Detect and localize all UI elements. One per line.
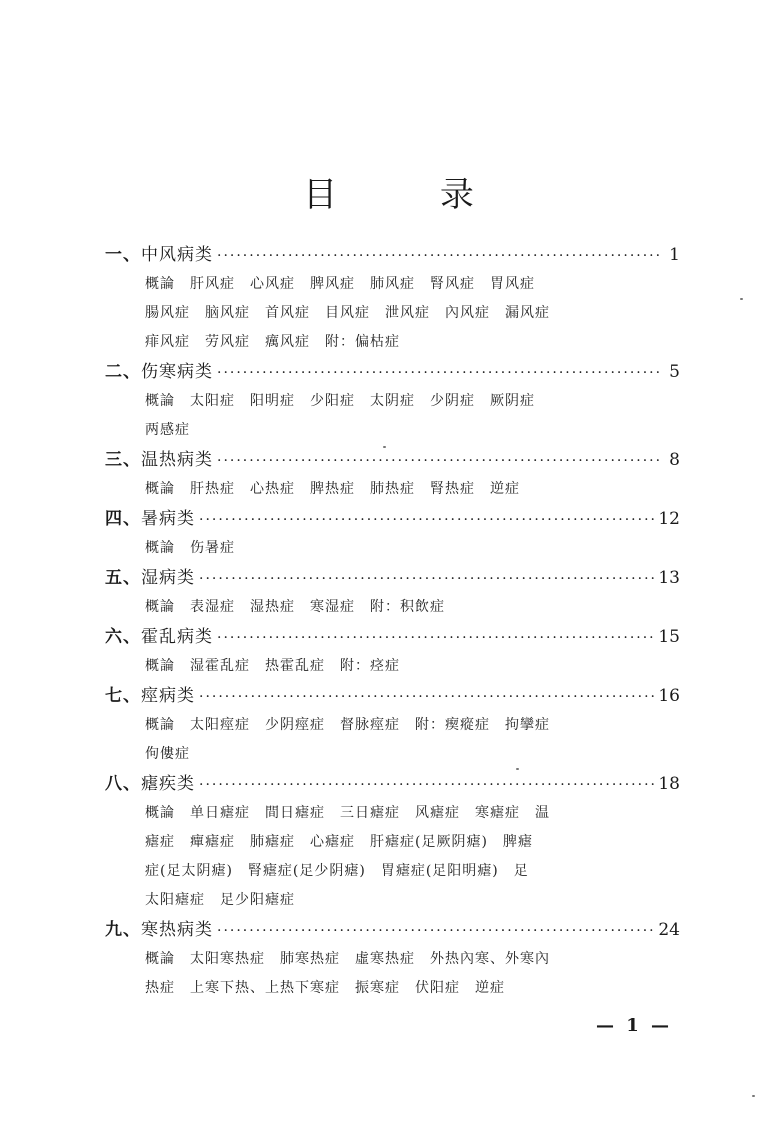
chapter-number: 七、 bbox=[105, 686, 141, 706]
chapter-page-number: 5 bbox=[669, 362, 680, 382]
subtopic-line: 概論 伤暑症 bbox=[145, 540, 235, 556]
subtopic-line: 腸风症 脑风症 首风症 目风症 泄风症 內风症 漏风症 bbox=[145, 305, 550, 321]
subtopic-line: 热症 上寒下热、上热下寒症 振寒症 伏阳症 逆症 bbox=[145, 980, 505, 996]
subtopic-line: 概論 湿霍乱症 热霍乱症 附：痉症 bbox=[145, 658, 400, 674]
toc-chapter-9 bbox=[105, 915, 680, 1003]
table-of-contents bbox=[105, 240, 680, 1003]
page-folio: — 1 — bbox=[596, 1015, 673, 1036]
chapter-title: 霍乱病类 bbox=[141, 627, 213, 647]
scan-speck bbox=[516, 768, 519, 770]
dot-leader bbox=[199, 770, 654, 800]
chapter-page-number: 15 bbox=[658, 627, 680, 647]
dot-leader bbox=[217, 241, 662, 271]
chapter-title: 湿病类 bbox=[141, 568, 195, 588]
chapter-page-number: 18 bbox=[658, 774, 680, 794]
chapter-title: 痙病类 bbox=[141, 686, 195, 706]
chapter-number: 一、 bbox=[105, 245, 141, 265]
toc-chapter-6 bbox=[105, 622, 680, 681]
toc-entry bbox=[105, 357, 680, 387]
dot-leader bbox=[217, 623, 654, 653]
subtopic-list bbox=[105, 711, 680, 769]
subtopic-line: 瘧症 癉瘧症 肺瘧症 心瘧症 肝瘧症(足厥阴瘧) 脾瘧 bbox=[145, 834, 533, 850]
subtopic-list bbox=[105, 593, 680, 622]
chapter-title: 中风病类 bbox=[141, 245, 213, 265]
toc-entry bbox=[105, 622, 680, 652]
toc-entry bbox=[105, 504, 680, 534]
subtopic-line: 佝僂症 bbox=[145, 746, 190, 762]
subtopic-list bbox=[105, 270, 680, 357]
chapter-number: 三、 bbox=[105, 450, 141, 470]
toc-chapter-5 bbox=[105, 563, 680, 622]
chapter-page-number: 12 bbox=[658, 509, 680, 529]
dot-leader bbox=[199, 505, 654, 535]
chapter-number: 八、 bbox=[105, 774, 141, 794]
chapter-page-number: 8 bbox=[669, 450, 680, 470]
toc-entry bbox=[105, 445, 680, 475]
scan-speck bbox=[740, 298, 743, 300]
toc-entry bbox=[105, 563, 680, 593]
chapter-number: 六、 bbox=[105, 627, 141, 647]
subtopic-list bbox=[105, 799, 680, 915]
chapter-title: 伤寒病类 bbox=[141, 362, 213, 382]
chapter-page-number: 24 bbox=[658, 920, 680, 940]
chapter-page-number: 1 bbox=[669, 245, 680, 265]
scan-speck bbox=[383, 446, 386, 448]
toc-chapter-2 bbox=[105, 357, 680, 445]
chapter-page-number: 16 bbox=[658, 686, 680, 706]
subtopic-list bbox=[105, 534, 680, 563]
chapter-number: 五、 bbox=[105, 568, 141, 588]
chapter-title: 温热病类 bbox=[141, 450, 213, 470]
toc-chapter-7 bbox=[105, 681, 680, 769]
toc-entry bbox=[105, 769, 680, 799]
subtopic-line: 概論 太阳症 阳明症 少阳症 太阴症 少阴症 厥阴症 bbox=[145, 393, 535, 409]
chapter-title: 暑病类 bbox=[141, 509, 195, 529]
subtopic-line: 概論 太阳痙症 少阴痙症 督脉痙症 附：瘈瘲症 拘攣症 bbox=[145, 717, 550, 733]
subtopic-list bbox=[105, 945, 680, 1003]
subtopic-line: 两感症 bbox=[145, 422, 190, 438]
subtopic-line: 概論 表湿症 湿热症 寒湿症 附：积飲症 bbox=[145, 599, 445, 615]
chapter-number: 四、 bbox=[105, 509, 141, 529]
subtopic-line: 概論 肝风症 心风症 脾风症 肺风症 腎风症 胃风症 bbox=[145, 276, 535, 292]
subtopic-line: 太阳瘧症 足少阳瘧症 bbox=[145, 892, 295, 908]
toc-chapter-1 bbox=[105, 240, 680, 357]
chapter-page-number: 13 bbox=[658, 568, 680, 588]
subtopic-line: 概論 太阳寒热症 肺寒热症 虛寒热症 外热內寒、外寒內 bbox=[145, 951, 550, 967]
subtopic-list bbox=[105, 652, 680, 681]
subtopic-line: 症(足太阴瘧) 腎瘧症(足少阴瘧) 胃瘧症(足阳明瘧) 足 bbox=[145, 863, 529, 879]
subtopic-line: 痱风症 劳风症 癘风症 附：偏枯症 bbox=[145, 334, 400, 350]
dot-leader bbox=[199, 564, 654, 594]
chapter-number: 二、 bbox=[105, 362, 141, 382]
scan-speck bbox=[752, 1095, 755, 1097]
dot-leader bbox=[199, 682, 654, 712]
chapter-title: 瘧疾类 bbox=[141, 774, 195, 794]
chapter-title: 寒热病类 bbox=[141, 920, 213, 940]
subtopic-list bbox=[105, 387, 680, 445]
toc-entry bbox=[105, 240, 680, 270]
subtopic-list bbox=[105, 475, 680, 504]
toc-entry bbox=[105, 915, 680, 945]
toc-chapter-4 bbox=[105, 504, 680, 563]
toc-entry bbox=[105, 681, 680, 711]
chapter-number: 九、 bbox=[105, 920, 141, 940]
subtopic-line: 概論 单日瘧症 間日瘧症 三日瘧症 风瘧症 寒瘧症 温 bbox=[145, 805, 550, 821]
dot-leader bbox=[217, 446, 662, 476]
subtopic-line: 概論 肝热症 心热症 脾热症 肺热症 腎热症 逆症 bbox=[145, 481, 520, 497]
dot-leader bbox=[217, 916, 654, 946]
toc-chapter-3 bbox=[105, 445, 680, 504]
dot-leader bbox=[217, 358, 662, 388]
toc-chapter-8 bbox=[105, 769, 680, 915]
page-title: 目 录 bbox=[303, 175, 520, 215]
